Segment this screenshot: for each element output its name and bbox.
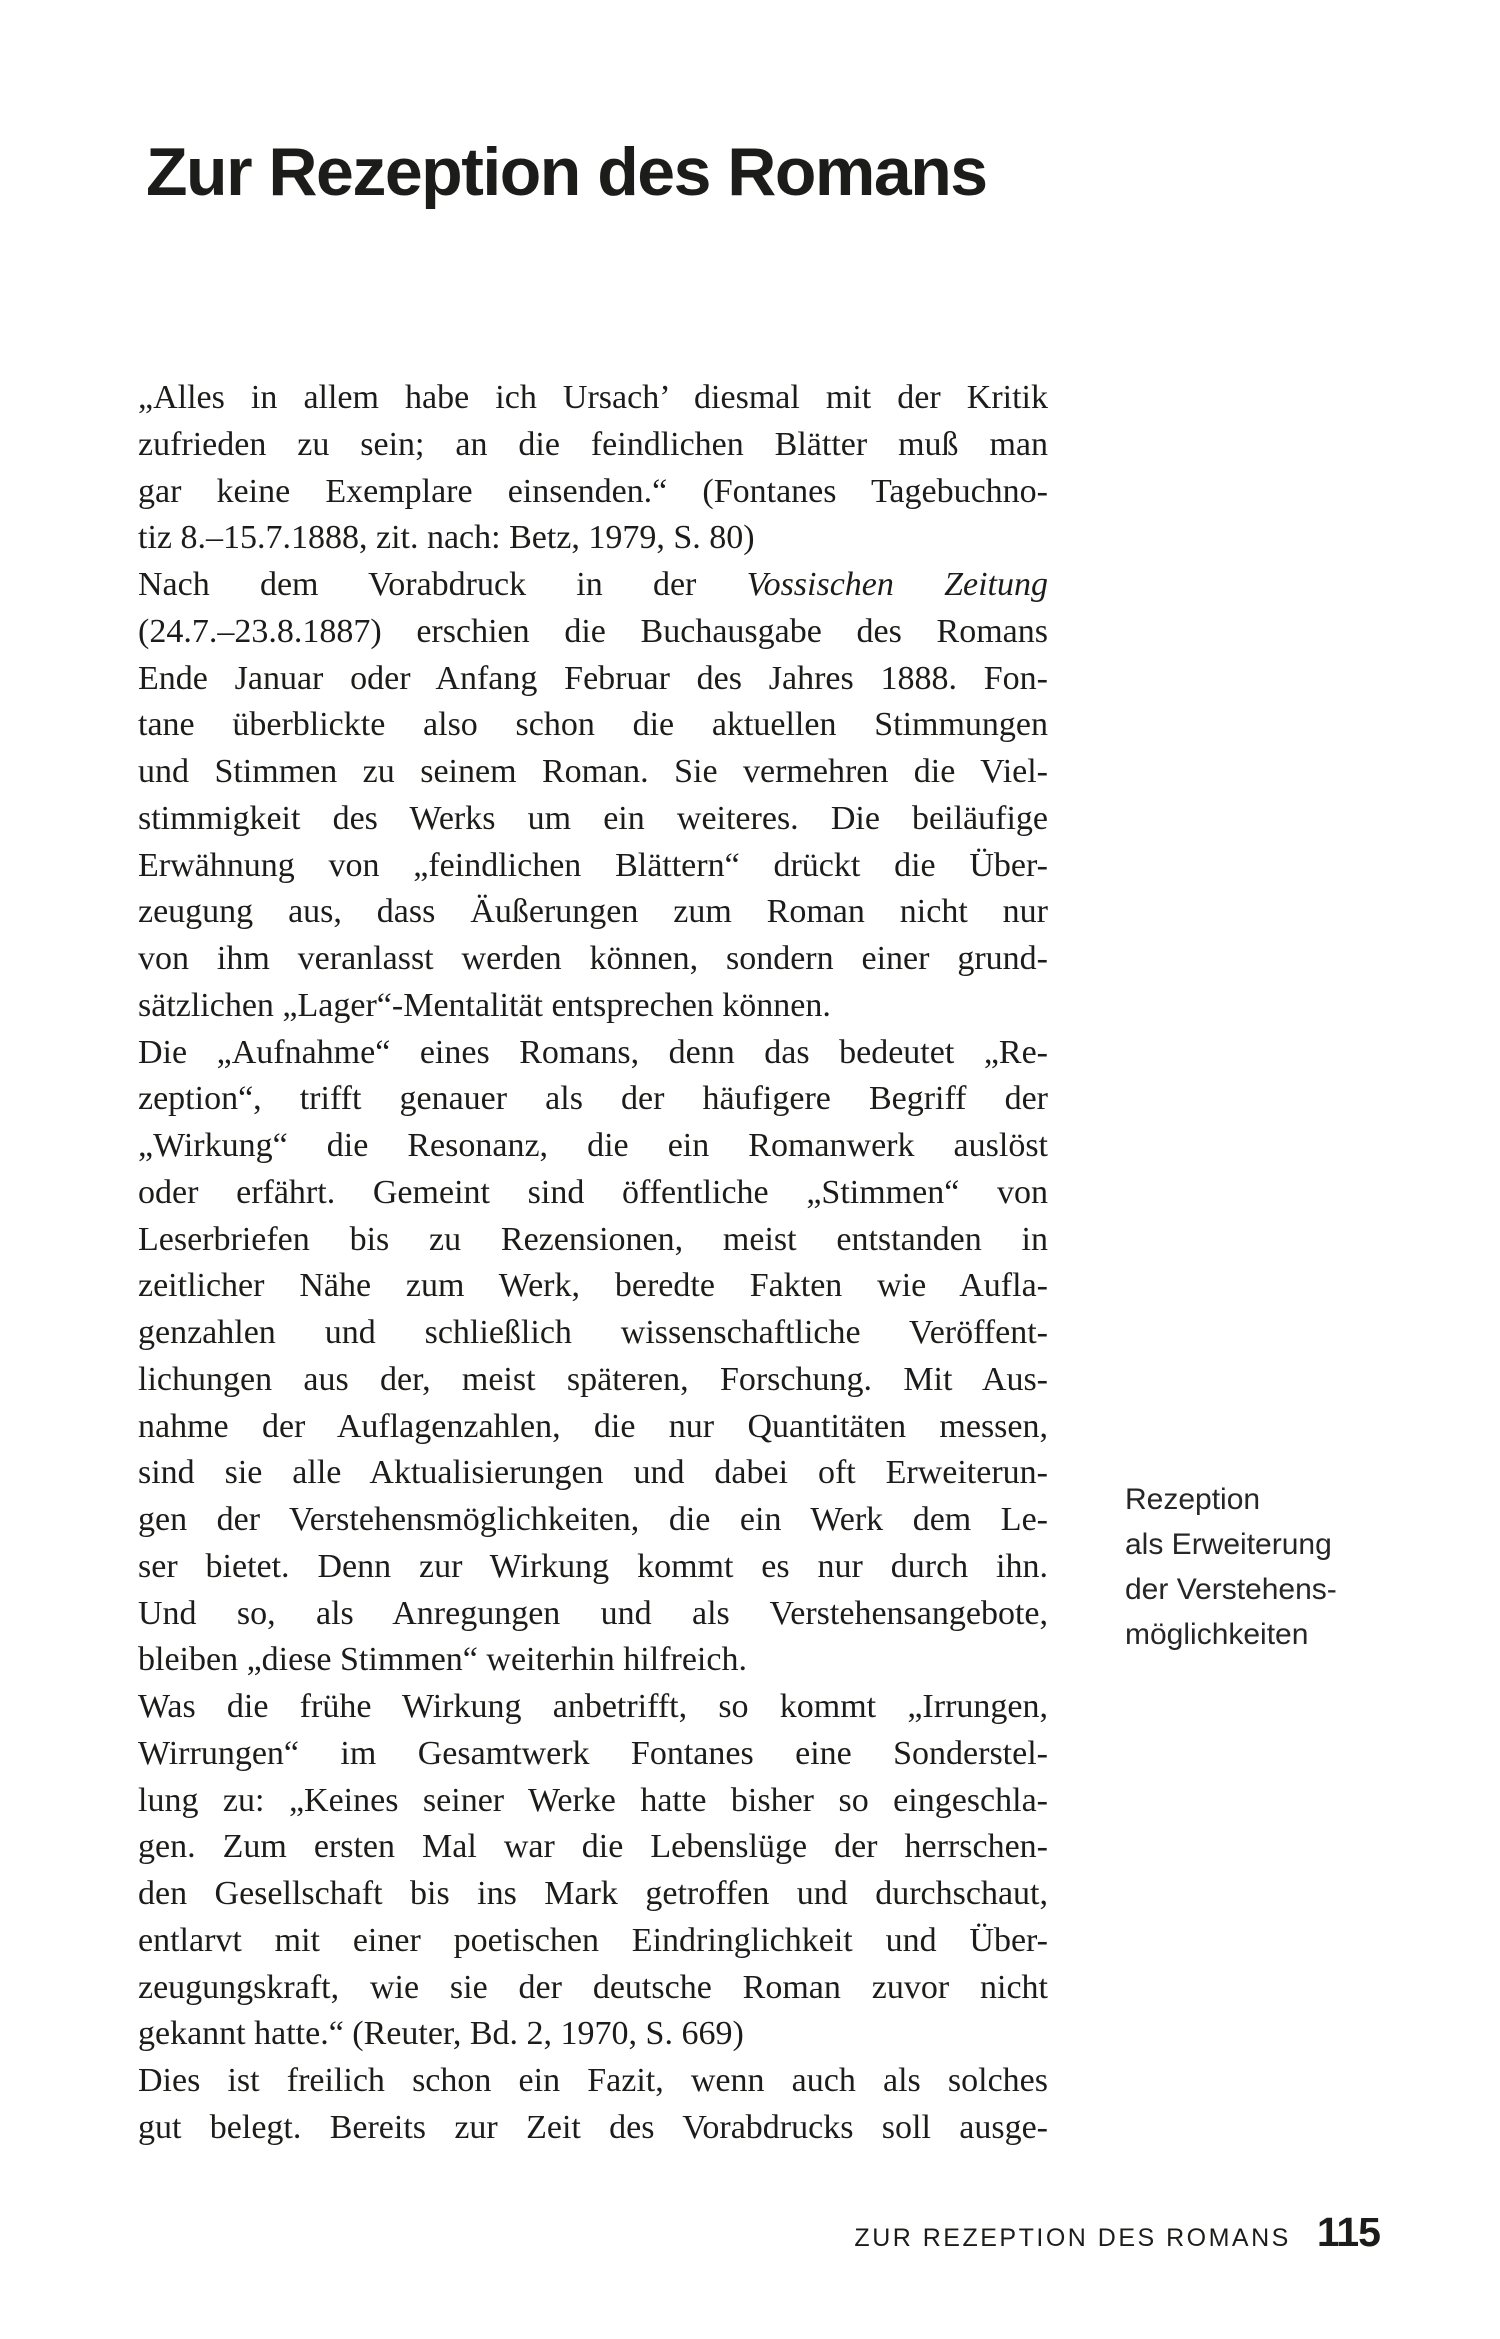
body-line [138, 656, 1048, 703]
body-line [138, 1824, 1048, 1871]
body-line [138, 1217, 1048, 1264]
body-line [138, 843, 1048, 890]
margin-note [1125, 1477, 1385, 1657]
body-line [138, 749, 1048, 796]
body-line-segment: Die „Aufnahme“ eines Romans, denn das bedeutet „Re- [138, 1033, 1048, 1071]
body-line-segment: entlarvt mit einer poetischen Eindringlichkeit und Über- [138, 1921, 1048, 1959]
page-number: 115 [1316, 2209, 1380, 2255]
body-line [138, 1965, 1048, 2012]
body-line-segment: „Alles in allem habe ich Ursach’ diesmal mit der Kritik [138, 379, 1048, 416]
body-line [138, 1778, 1048, 1825]
body-line [138, 1263, 1048, 1310]
body-line [138, 422, 1048, 469]
body-line [138, 1123, 1048, 1170]
body-line-segment: Leserbriefen bis zu Rezensionen, meist entstanden in [138, 1220, 1048, 1258]
body-line-segment: Wirrungen“ im Gesamtwerk Fontanes eine Sonderstel- [138, 1734, 1048, 1772]
body-line-segment: lung zu: „Keines seiner Werke hatte bisher so eingeschla- [138, 1781, 1048, 1819]
body-line [138, 515, 1048, 562]
margin-note-line: als Erweiterung [1125, 1528, 1332, 1561]
body-line [138, 2011, 1048, 2058]
body-line-segment: und Stimmen zu seinem Roman. Sie vermehren die Viel- [138, 753, 1048, 790]
body-line-segment: zeugung aus, dass Äußerungen zum Roman nicht nur [138, 893, 1048, 931]
body-line-segment: zeption“, trifft genauer als der häufigere Begriff der [138, 1080, 1048, 1118]
body-line-segment: sind sie alle Aktualisierungen und dabei oft Erweiterun- [138, 1454, 1048, 1492]
body-line-segment: sätzlichen „Lager“-Mentalität entsprechen können. [138, 986, 831, 1024]
body-line [138, 609, 1048, 656]
body-line-segment: gen der Verstehensmöglichkeiten, die ein Werk dem Le- [138, 1501, 1048, 1538]
body-line [138, 1591, 1048, 1638]
body-line-segment: Nach dem Vorabdruck in der [138, 566, 747, 603]
margin-note-line: der Verstehens- [1125, 1573, 1337, 1606]
body-line-segment: genzahlen und schließlich wissenschaftliche Veröffent- [138, 1314, 1048, 1351]
body-line-segment: ser bietet. Denn zur Wirkung kommt es nur durch ihn. [138, 1547, 1048, 1585]
body-line [138, 1731, 1048, 1778]
body-line [138, 1637, 1048, 1684]
body-line [138, 1357, 1048, 1404]
body-line-segment: zeitlicher Nähe zum Werk, beredte Fakten wie Aufla- [138, 1267, 1048, 1305]
body-line [138, 1076, 1048, 1123]
body-line [138, 1404, 1048, 1451]
body-line-segment: gut belegt. Bereits zur Zeit des Vorabdrucks soll ausge- [138, 2108, 1048, 2146]
body-line-segment: oder erfährt. Gemeint sind öffentliche „Stimmen“ von [138, 1173, 1048, 1211]
body-line-segment: nahme der Auflagenzahlen, die nur Quantitäten messen, [138, 1407, 1048, 1445]
body-line [138, 796, 1048, 843]
body-line [138, 1497, 1048, 1544]
body-line [138, 375, 1048, 422]
body-line [138, 1871, 1048, 1918]
body-line [138, 1544, 1048, 1591]
body-line [138, 469, 1048, 516]
body-line-segment: Erwähnung von „feindlichen Blättern“ drückt die Über- [138, 846, 1048, 884]
body-line-segment: tane überblickte also schon die aktuellen Stimmungen [138, 706, 1048, 744]
body-line-segment: gen. Zum ersten Mal war die Lebenslüge der herrschen- [138, 1828, 1048, 1866]
body-line [138, 1450, 1048, 1497]
chapter-title: Zur Rezeption des Romans [146, 134, 987, 210]
body-line-segment: lichungen aus der, meist späteren, Forschung. Mit Aus- [138, 1360, 1048, 1398]
body-line-segment: Ende Januar oder Anfang Februar des Jahres 1888. Fon- [138, 659, 1048, 697]
body-line [138, 1918, 1048, 1965]
body-line [138, 1310, 1048, 1357]
body-line [138, 702, 1048, 749]
body-text [138, 375, 1048, 2152]
body-line-segment: (24.7.–23.8.1887) erschien die Buchausgabe des Romans [138, 612, 1048, 650]
body-line [138, 2058, 1048, 2105]
body-line-italic-segment: Vossischen Zeitung [746, 566, 1049, 603]
body-line [138, 936, 1048, 983]
body-line [138, 1684, 1048, 1731]
body-line-segment: den Gesellschaft bis ins Mark getroffen und durchschaut, [138, 1875, 1048, 1912]
body-line-segment: zufrieden zu sein; an die feindlichen Blätter muß man [138, 425, 1048, 463]
body-line-segment: von ihm veranlasst werden können, sondern einer grund- [138, 940, 1048, 977]
body-line [138, 562, 1048, 609]
body-line-segment: „Wirkung“ die Resonanz, die ein Romanwerk auslöst [138, 1127, 1048, 1164]
page-footer [854, 2209, 1380, 2255]
body-line-segment: gekannt hatte.“ (Reuter, Bd. 2, 1970, S. 669) [138, 2015, 744, 2053]
margin-note-line: möglichkeiten [1125, 1618, 1309, 1651]
margin-note-line: Rezeption [1125, 1483, 1261, 1516]
body-line-segment: stimmigkeit des Werks um ein weiteres. Die beiläufige [138, 799, 1048, 837]
running-title: ZUR REZEPTION DES ROMANS [854, 2224, 1291, 2252]
body-line-segment: gar keine Exemplare einsenden.“ (Fontanes Tagebuchno- [138, 472, 1048, 510]
body-line-segment: Dies ist freilich schon ein Fazit, wenn auch als solches [138, 2062, 1048, 2099]
body-line-segment: zeugungskraft, wie sie der deutsche Roman zuvor nicht [138, 1968, 1048, 2006]
body-line [138, 889, 1048, 936]
body-line [138, 2105, 1048, 2152]
body-line [138, 1170, 1048, 1217]
body-line-segment: tiz 8.–15.7.1888, zit. nach: Betz, 1979, S. 80) [138, 519, 755, 557]
body-line-segment: Was die frühe Wirkung anbetrifft, so kommt „Irrungen, [138, 1688, 1048, 1725]
body-line [138, 983, 1048, 1030]
body-line-segment: Und so, als Anregungen und als Verstehensangebote, [138, 1594, 1048, 1632]
body-line-segment: bleiben „diese Stimmen“ weiterhin hilfreich. [138, 1641, 747, 1679]
body-line [138, 1030, 1048, 1077]
